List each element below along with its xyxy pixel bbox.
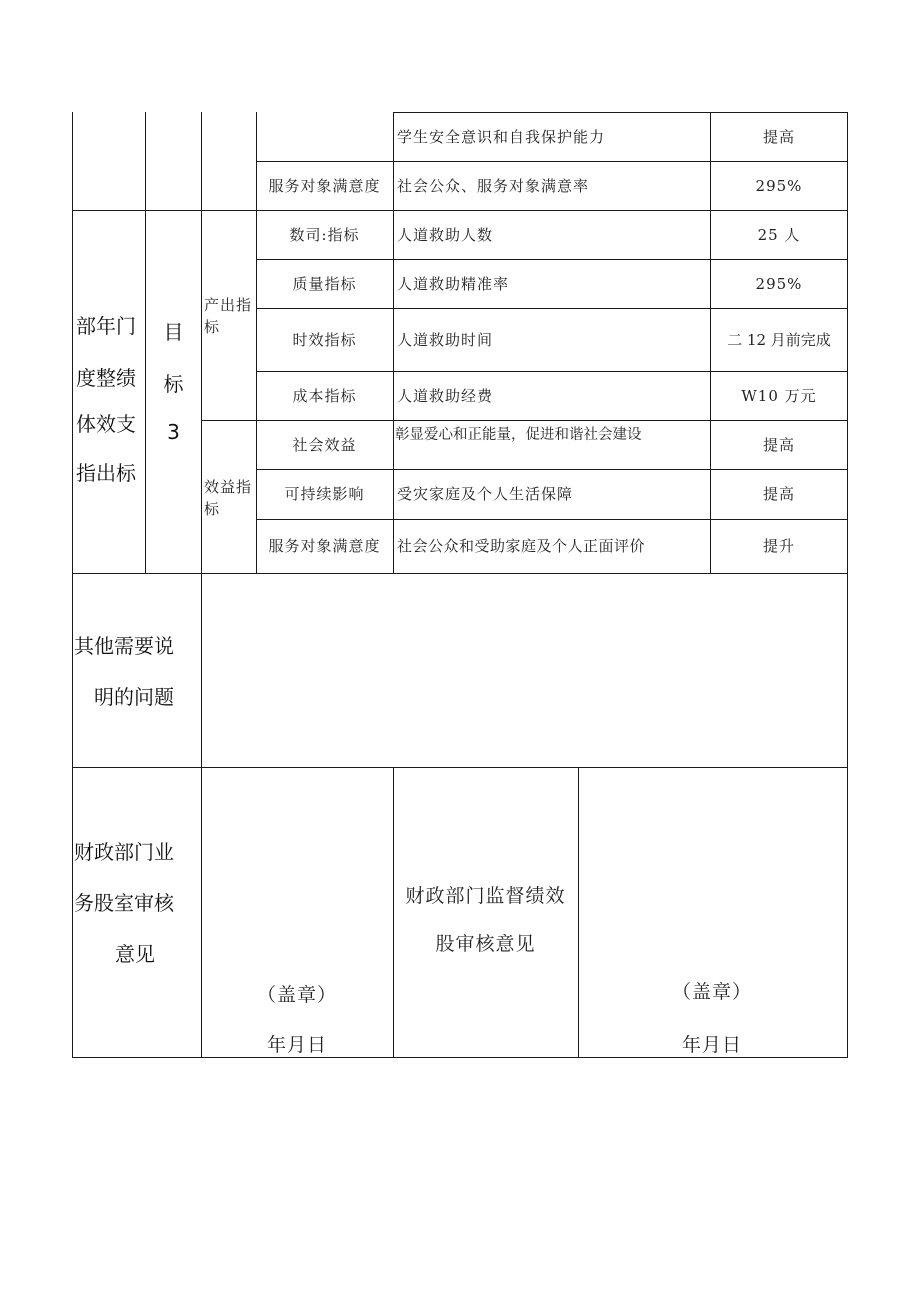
content-cell: 社会公众和受助家庭及个人正面评价 [397, 537, 646, 555]
rule [201, 420, 848, 421]
rule [201, 112, 202, 1058]
rule [256, 259, 848, 260]
rule [393, 112, 848, 113]
section-label-line: 指出标 [76, 461, 136, 485]
content-cell: 人道救助精准率 [397, 275, 510, 293]
business-review-label-line: 财政部门业 [74, 840, 174, 864]
rule [256, 519, 848, 520]
seal-text: （盖章） [256, 984, 337, 1006]
seal-text: （盖章） [671, 981, 752, 1003]
content-cell: 社会公众、服务对象满意率 [397, 177, 590, 195]
value-cell: 提升 [762, 537, 795, 555]
content-cell: 人道救助人数 [397, 226, 494, 244]
rule [847, 112, 848, 1058]
output-group-label: 产出指标 [204, 296, 253, 336]
rule [256, 371, 848, 372]
rule [72, 112, 73, 1058]
rule [256, 469, 848, 470]
rule [72, 573, 848, 574]
value-cell: 提高 [762, 436, 795, 454]
rule [256, 161, 848, 162]
other-issues-label-line: 其他需要说 [74, 634, 174, 658]
rule [578, 767, 579, 1058]
section-label-line: 体效支 [76, 412, 136, 436]
value-cell: W10 万元 [741, 387, 817, 405]
content-cell: 学生安全意识和自我保护能力 [397, 128, 606, 146]
date-text: 年月日 [266, 1034, 327, 1056]
value-cell: 提高 [762, 485, 795, 503]
indicator-cell: 质量指标 [292, 275, 357, 293]
content-cell: 人道救助时间 [397, 331, 494, 349]
rule [72, 210, 848, 211]
indicator-cell: 成本指标 [292, 387, 357, 405]
value-cell: 25 人 [757, 226, 801, 244]
value-cell: 295% [755, 177, 803, 195]
supervision-review-label-line: 股审核意见 [435, 933, 536, 955]
section-label-line: 部年门 [76, 314, 136, 338]
business-review-label-line: 意见 [115, 942, 155, 966]
indicator-cell: 数司:指标 [289, 226, 360, 244]
indicator-cell: 时效指标 [292, 331, 357, 349]
target-label-line: 目 [163, 320, 184, 344]
supervision-review-label-line: 财政部门监督绩效 [405, 885, 566, 907]
benefit-group-label: 效益指标 [204, 478, 253, 518]
rule [393, 112, 394, 574]
content-cell: 彰显爱心和正能量，促进和谐社会建设 [395, 427, 642, 443]
indicator-cell: 服务对象满意度 [268, 177, 381, 195]
other-issues-label-line: 明的问题 [94, 685, 174, 709]
content-cell: 人道救助经费 [397, 387, 494, 405]
value-cell: 295% [755, 275, 803, 293]
section-label-line: 度整绩 [76, 366, 136, 390]
rule [72, 1057, 848, 1058]
rule [393, 767, 394, 1058]
rule [256, 308, 848, 309]
rule [72, 767, 848, 768]
value-cell: 二 12 月前完成 [727, 331, 831, 349]
indicator-cell: 可持续影响 [284, 485, 365, 503]
value-cell: 提高 [762, 128, 795, 146]
date-text: 年月日 [681, 1034, 742, 1056]
content-cell: 受灾家庭及个人生活保障 [397, 485, 574, 503]
business-review-label-line: 务股室审核 [74, 891, 174, 915]
indicator-cell: 社会效益 [292, 436, 357, 454]
indicator-cell: 服务对象满意度 [268, 537, 381, 555]
target-label-line: 3 [167, 420, 180, 444]
target-label-line: 标 [163, 372, 184, 396]
